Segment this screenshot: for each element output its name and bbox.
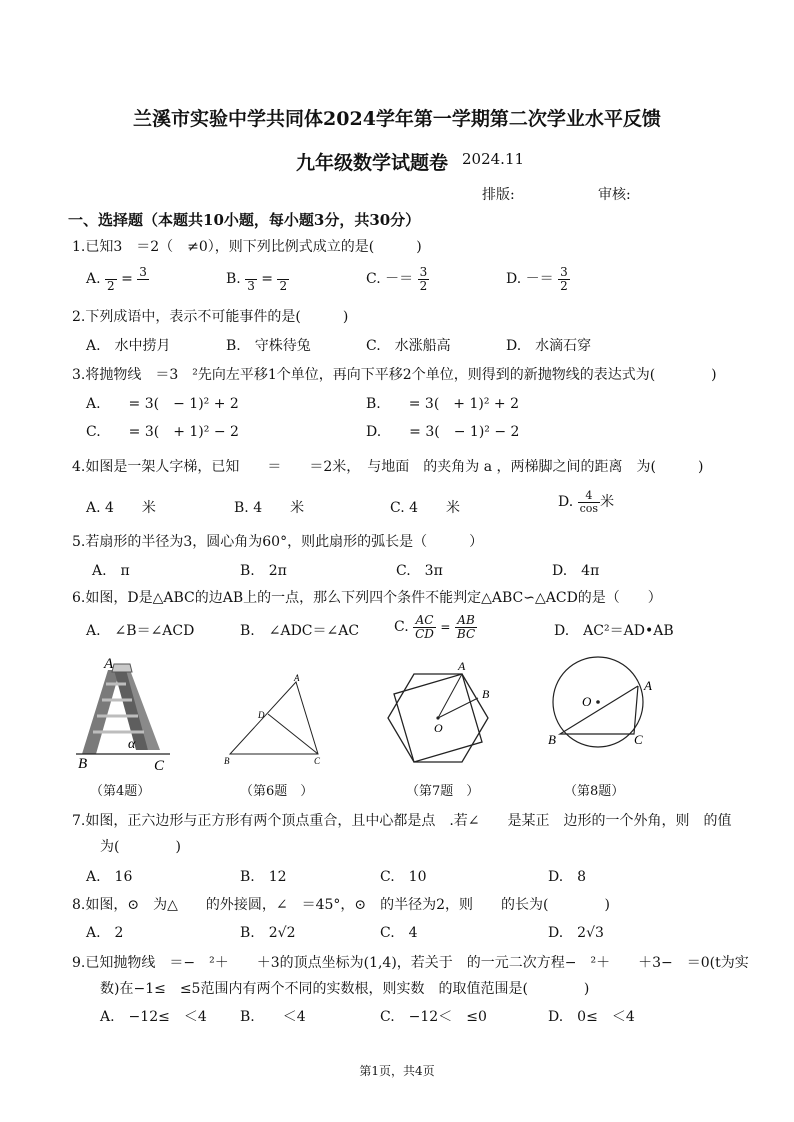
q1-option-c: C. －＝ $\frac{3}{2}$ [366, 265, 428, 293]
q9-option-c: C. −12＜ ≤0 [380, 1009, 487, 1025]
ladder-figure [74, 654, 184, 774]
q8-option-b: B. 2√2 [240, 925, 296, 941]
q6-option-a: A. ∠B＝∠ACD [86, 623, 195, 639]
triangle-figure [222, 672, 332, 770]
fig8-caption: （第8题） [564, 784, 625, 799]
question-7-stem: 7.如图，正六边形与正方形有两个顶点重合，且中心都是点 .若∠ 是某正 边形的一个外角，则 的值 [72, 813, 732, 829]
q8-option-d: D. 2√3 [548, 925, 604, 941]
page-footer: 第1页，共4页 [359, 1064, 435, 1078]
q7-option-a: A. 16 [86, 869, 133, 885]
q1-option-a: A. 2 = 3 [86, 265, 147, 293]
question-8-stem: 8.如图，⊙ 为△ 的外接圆，∠ ＝45°，⊙ 的半径为2，则 的长为( ) [72, 897, 610, 913]
fig8-label-b: B [548, 732, 556, 747]
fig8-label-a: A [644, 678, 652, 693]
q1-option-d: D. －＝ $\frac{3}{2}$ [506, 265, 568, 293]
fig4-label-a: A [104, 656, 114, 672]
q5-option-d: D. 4π [552, 563, 600, 579]
section-heading: 一、选择题（本题共10小题，每小题3分，共30分） [68, 211, 421, 229]
q7-option-b: B. 12 [240, 869, 287, 885]
q3-option-d: D. = 3( − 1)² − 2 [366, 424, 520, 440]
question-4-stem: 4.如图是一架人字梯，已知 ＝ ＝2米， 与地面 的夹角为 a ，两梯脚之间的距离 为( ) [72, 459, 704, 475]
q3-option-a: A. = 3( − 1)² + 2 [86, 396, 239, 412]
q8-option-c: C. 4 [380, 925, 418, 941]
q9-option-b: B. ＜4 [240, 1009, 306, 1025]
fig7-caption: （第7题 ） [406, 784, 480, 799]
question-1-stem: 1.已知3 ＝2（ ≠0），则下列比例式成立的是( ) [72, 239, 422, 255]
center-point-o [596, 700, 600, 704]
q1-option-b: B. 3 = 2 [226, 266, 289, 292]
q5-option-c: C. 3π [396, 563, 443, 579]
q6-option-b: B. ∠ADC＝∠AC [240, 623, 360, 639]
fig7-label-a: A [458, 659, 466, 673]
fig7-label-b: B [482, 687, 490, 701]
fig4-caption: （第4题） [90, 784, 151, 799]
exam-subtitle: 九年级数学试题卷 [296, 152, 449, 174]
exam-date: 2024.11 [462, 150, 525, 168]
layout-label: 排版: [482, 187, 515, 203]
question-2-stem: 2.下列成语中，表示不可能事件的是( ) [72, 309, 349, 325]
q6-option-d: D. AC²＝AD•AB [554, 623, 674, 639]
fig6-label-d: D [258, 710, 265, 720]
q9-option-a: A. −12≤ ＜4 [100, 1009, 207, 1025]
fig7-label-o: O [434, 721, 443, 735]
review-label: 审核: [598, 187, 631, 203]
q7-option-d: D. 8 [548, 869, 587, 885]
fig4-label-c: C [154, 758, 165, 774]
q7-option-c: C. 10 [380, 869, 427, 885]
exam-title: 兰溪市实验中学共同体2024学年第一学期第二次学业水平反馈 [133, 108, 661, 130]
q5-option-a: A. π [92, 563, 130, 579]
ladder-top [112, 664, 132, 672]
fig6-label-b: B [224, 756, 230, 766]
fig4-label-alpha: α [128, 737, 136, 752]
q8-option-a: A. 2 [86, 925, 124, 941]
q2-option-a: A. 水中捞月 [86, 338, 171, 354]
q9-option-d: D. 0≤ ＜4 [548, 1009, 635, 1025]
question-5-stem: 5.若扇形的半径为3，圆心角为60°，则此扇形的弧长是（ ） [72, 534, 484, 550]
fig8-label-c: C [634, 732, 643, 747]
q4-option-b: B. 4 米 [234, 500, 305, 516]
fig6-label-a: A [294, 673, 300, 683]
fig6-caption: （第6题 ） [240, 784, 314, 799]
center-point-o [436, 716, 439, 719]
question-9-stem: 9.已知抛物线 ＝− ²＋ ＋3的顶点坐标为(1,4)，若关于 的一元二次方程− ²＋ ＋3− ＝0(t为实 [72, 955, 749, 971]
circle-figure [542, 654, 660, 762]
triangle-abc [560, 686, 638, 734]
q3-option-b: B. = 3( + 1)² + 2 [366, 396, 519, 412]
q2-option-b: B. 守株待兔 [226, 338, 311, 354]
fig6-label-c: C [314, 756, 321, 766]
question-9-stem-cont: 数)在−1≤ ≤5范围内有两个不同的实数根，则实数 的取值范围是( ) [100, 981, 590, 997]
q6-option-c: C. $\frac{AC}{CD}$ = $\frac{AB}{BC}$ [394, 613, 476, 641]
q3-option-c: C. = 3( + 1)² − 2 [86, 424, 239, 440]
q5-option-b: B. 2π [240, 563, 287, 579]
q4-option-d: D. $\frac{4}{\cos}$ 米 [558, 489, 615, 515]
question-6-stem: 6.如图，D是△ABC的边AB上的一点，那么下列四个条件不能判定△ABC∽△ACD的是（ ） [72, 590, 662, 606]
segment-dc [268, 714, 318, 754]
q2-option-c: C. 水涨船高 [366, 338, 451, 354]
q4-option-c: C. 4 米 [390, 500, 461, 516]
question-3-stem: 3.将抛物线 ＝3 ²先向左平移1个单位，再向下平移2个单位，则得到的新抛物线的表达式为( ) [72, 367, 717, 383]
fig8-label-o: O [582, 694, 592, 709]
question-7-stem-cont: 为( ) [100, 839, 181, 855]
q4-option-a: A. 4 米 [86, 500, 156, 516]
fig4-label-b: B [78, 756, 88, 772]
hexagon-square-figure [378, 658, 498, 778]
q2-option-d: D. 水滴石穿 [506, 338, 592, 354]
